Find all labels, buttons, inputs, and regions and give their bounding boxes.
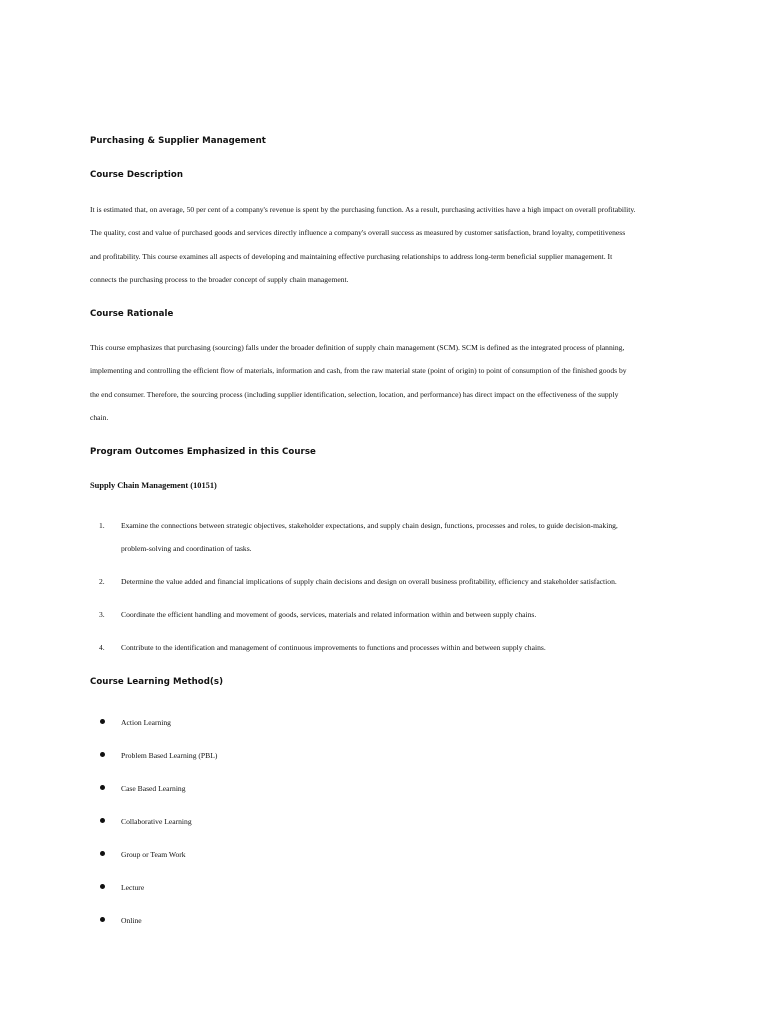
program-outcomes-heading: Program Outcomes Emphasized in this Course [90,447,316,457]
bullet-icon [100,917,105,922]
outcome-item [121,514,681,561]
outcome-line: Coordinate the efficient handling and movement of goods, services, materials and related information within and between supply chains. [121,610,537,619]
learning-method-item: Problem Based Learning (PBL) [121,751,218,760]
outcome-number: 4. [99,643,105,652]
paragraph-line: This course emphasizes that purchasing (sourcing) falls under the broader definition of supply chain management (SCM). SCM is defined as the integrated process of planning, [90,343,625,352]
document-title: Purchasing & Supplier Management [90,136,266,146]
outcome-number: 1. [99,521,105,530]
learning-method-item: Case Based Learning [121,784,186,793]
paragraph-line: It is estimated that, on average, 50 per cent of a company's revenue is spent by the purchasing function. As a result, purchasing activities have a high impact on overall profitability. [90,205,636,214]
bullet-icon [100,719,105,724]
outcome-line: Examine the connections between strategic objectives, stakeholder expectations, and supply chain design, functions, processes and roles, to guide decision-making, [121,521,618,530]
paragraph-line: chain. [90,413,109,423]
bullet-icon [100,851,105,856]
outcome-number: 3. [99,610,105,619]
course-description-heading: Course Description [90,170,183,180]
course-description-paragraph [90,198,685,292]
document-page [90,0,690,1024]
program-name: Supply Chain Management (10151) [90,481,217,490]
paragraph-line: the end consumer. Therefore, the sourcing process (including supplier identification, selection, location, and performance) has direct impact on the effectiveness of the supply [90,389,619,399]
outcome-line: Contribute to the identification and management of continuous improvements to functions and processes within and between supply chains. [121,643,546,652]
outcome-line: Determine the value added and financial implications of supply chain decisions and design on overall business profitability, efficiency and stakeholder satisfaction. [121,577,617,586]
bullet-icon [100,785,105,790]
paragraph-line: connects the purchasing process to the broader concept of supply chain management. [90,275,349,285]
paragraph-line: implementing and controlling the efficient flow of materials, information and cash, from the raw material state (point of origin) to point of consumption of the finished goods by [90,366,627,376]
learning-method-item: Action Learning [121,718,171,727]
paragraph-line: and profitability. This course examines all aspects of developing and maintaining effective purchasing relationships to address long-term beneficial supplier management. It [90,251,613,261]
learning-method-item: Lecture [121,883,145,892]
outcome-item [121,603,681,626]
outcome-line: problem-solving and coordination of tasks. [121,544,252,554]
learning-method-item: Group or Team Work [121,850,186,859]
learning-method-item: Online [121,916,142,925]
course-rationale-heading: Course Rationale [90,309,174,319]
bullet-icon [100,818,105,823]
learning-methods-heading: Course Learning Method(s) [90,677,224,687]
learning-method-item: Collaborative Learning [121,817,192,826]
course-rationale-paragraph [90,336,685,430]
paragraph-line: The quality, cost and value of purchased goods and services directly influence a company's overall success as measured by customer satisfaction, brand loyalty, competitiveness [90,228,626,238]
outcome-number: 2. [99,577,105,586]
outcome-item [121,636,681,659]
bullet-icon [100,884,105,889]
bullet-icon [100,752,105,757]
outcome-item [121,570,681,593]
